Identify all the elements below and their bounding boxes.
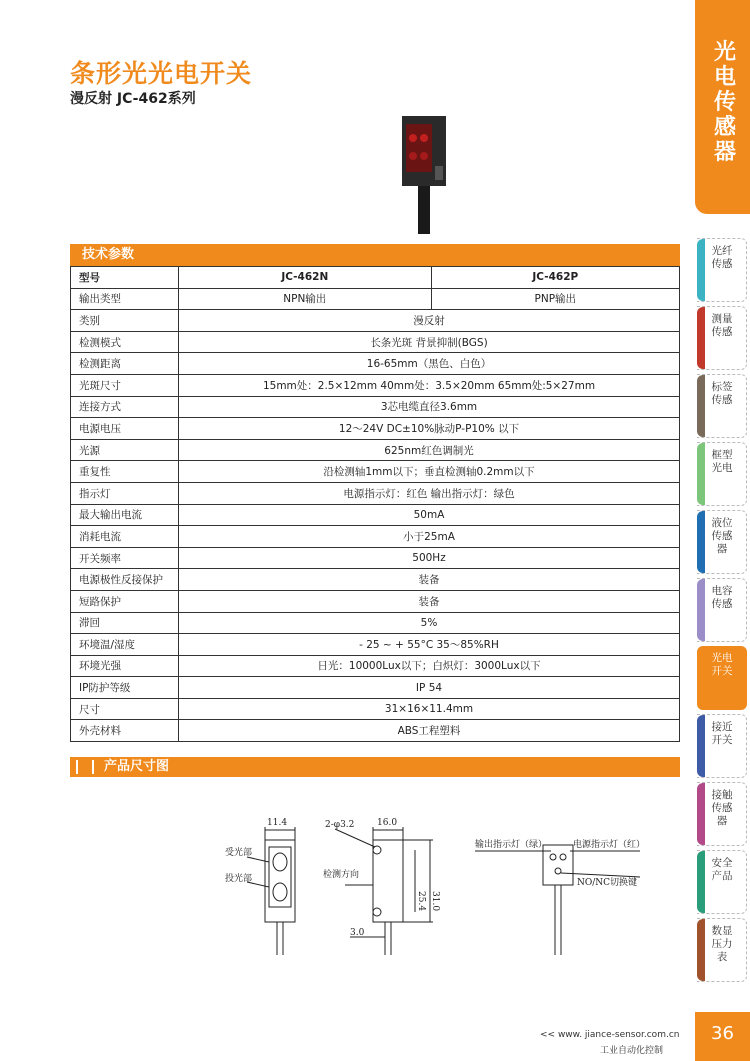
spec-label: 光源: [71, 439, 179, 461]
spec-label: 类别: [71, 310, 179, 332]
spec-value: 漫反射: [179, 310, 680, 332]
dim-3-label: 3.0: [350, 928, 365, 938]
tab-color-stripe: [697, 375, 705, 437]
category-tab[interactable]: [697, 646, 747, 710]
receiver-label: 受光部: [225, 848, 253, 858]
spec-label: 输出类型: [71, 288, 179, 310]
category-tab-label: 电容传感: [711, 585, 733, 610]
table-row: [71, 569, 680, 591]
hole-label: 2-φ3.2: [325, 820, 355, 830]
tab-color-stripe: [697, 307, 705, 369]
category-tab[interactable]: [697, 306, 747, 370]
dimension-section-title: [70, 757, 680, 777]
spec-label: 最大输出电流: [71, 504, 179, 526]
switch-label: NO/NC切换键: [577, 878, 638, 888]
model-p: JC-462P: [431, 267, 679, 289]
spec-value: 15mm处：2.5×12mm 40mm处：3.5×20mm 65mm处:5×27mm: [179, 374, 680, 396]
page-number: 36: [695, 1012, 750, 1061]
spec-label: 环境温/湿度: [71, 634, 179, 656]
page-title: 条形光光电开关: [70, 59, 253, 88]
model-n: JC-462N: [179, 267, 432, 289]
category-tab[interactable]: [697, 238, 747, 302]
spec-value: 电源指示灯：红色 输出指示灯：绿色: [179, 482, 680, 504]
spec-value: 装备: [179, 569, 680, 591]
category-tab[interactable]: [697, 578, 747, 642]
spec-label: 指示灯: [71, 482, 179, 504]
category-title: 光电传感器: [713, 40, 736, 165]
table-row: [71, 331, 680, 353]
table-row: [71, 461, 680, 483]
dim-25-label: 25.4: [416, 891, 426, 912]
page-subtitle: 漫反射 JC-462系列: [70, 91, 196, 107]
spec-label: 电源电压: [71, 418, 179, 440]
spec-label: 检测模式: [71, 331, 179, 353]
spec-label: 重复性: [71, 461, 179, 483]
spec-label: 光斑尺寸: [71, 374, 179, 396]
tab-color-stripe: [697, 443, 705, 505]
spec-value: 50mA: [179, 504, 680, 526]
dim-depth-label: 16.0: [377, 818, 398, 828]
table-row: [71, 720, 680, 742]
power-led-label: 电源指示灯（红）: [573, 840, 646, 850]
table-row: [71, 547, 680, 569]
spec-value: 装备: [179, 590, 680, 612]
table-row: [71, 612, 680, 634]
table-row: [71, 353, 680, 375]
output-p: PNP输出: [431, 288, 679, 310]
detect-direction-label: 检测方向: [323, 870, 360, 880]
spec-label: 短路保护: [71, 590, 179, 612]
category-tab[interactable]: [697, 782, 747, 846]
spec-value: IP 54: [179, 677, 680, 699]
table-row: [71, 418, 680, 440]
spec-label: 检测距离: [71, 353, 179, 375]
spec-label: 连接方式: [71, 396, 179, 418]
table-row: [71, 310, 680, 332]
spec-value: 3芯电缆直径3.6mm: [179, 396, 680, 418]
spec-value: 日光：10000Lux以下；白炽灯：3000Lux以下: [179, 655, 680, 677]
table-row: [71, 288, 680, 310]
category-tab-label: 液位传感器: [711, 517, 733, 555]
dim-31-label: 31.0: [430, 891, 440, 912]
spec-value: 16-65mm（黑色、白色）: [179, 353, 680, 375]
category-tab-label: 数显压力表: [711, 925, 733, 963]
spec-value: 沿检测轴1mm以下；垂直检测轴0.2mm以下: [179, 461, 680, 483]
table-row: [71, 590, 680, 612]
category-tab-label: 接近开关: [711, 721, 733, 746]
footer-subtitle: 工业自动化控制: [600, 1046, 664, 1056]
category-tab-label: 接触传感器: [711, 789, 733, 827]
spec-label: IP防护等级: [71, 677, 179, 699]
category-tab-label: 安全产品: [711, 857, 733, 882]
bar-mark-icon: [76, 760, 94, 774]
category-tab-label: 标签传感: [711, 381, 733, 406]
category-tab[interactable]: [697, 442, 747, 506]
spec-label: 开关频率: [71, 547, 179, 569]
category-tab[interactable]: [697, 918, 747, 982]
table-row: [71, 634, 680, 656]
spec-value: 长条光斑 背景抑制(BGS): [179, 331, 680, 353]
table-row: [71, 677, 680, 699]
tab-color-stripe: [697, 851, 705, 913]
spec-label: 尺寸: [71, 698, 179, 720]
spec-table: [70, 266, 680, 742]
spec-value: 5%: [179, 612, 680, 634]
category-tab[interactable]: [697, 714, 747, 778]
table-row: [71, 396, 680, 418]
output-n: NPN输出: [179, 288, 432, 310]
product-image: [400, 116, 450, 234]
dim-width-label: 11.4: [267, 818, 288, 828]
category-tab[interactable]: [697, 374, 747, 438]
table-row: [71, 267, 680, 289]
category-tab-label: 光电开关: [711, 652, 733, 677]
table-row: [71, 482, 680, 504]
dimension-title-text: 产品尺寸图: [104, 759, 170, 774]
emitter-label: 投光部: [225, 874, 253, 884]
tab-color-stripe: [697, 715, 705, 777]
spec-label: 消耗电流: [71, 526, 179, 548]
spec-label: 滞回: [71, 612, 179, 634]
tab-color-stripe: [697, 579, 705, 641]
table-row: [71, 698, 680, 720]
spec-value: ABS工程塑料: [179, 720, 680, 742]
dimension-drawing: [225, 815, 655, 965]
spec-label: 环境光强: [71, 655, 179, 677]
tab-color-stripe: [697, 239, 705, 301]
footer-url: << www. jiance-sensor.com.cn: [540, 1030, 680, 1040]
table-row: [71, 504, 680, 526]
spec-label: 电源极性反接保护: [71, 569, 179, 591]
category-tab-label: 测量传感: [711, 313, 733, 338]
category-tab[interactable]: [697, 850, 747, 914]
table-row: [71, 439, 680, 461]
category-tab[interactable]: [697, 510, 747, 574]
spec-value: 31×16×11.4mm: [179, 698, 680, 720]
spec-value: - 25 ~ + 55°C 35～85%RH: [179, 634, 680, 656]
tab-color-stripe: [697, 919, 705, 981]
category-tab-label: 光纤传感: [711, 245, 733, 270]
spec-section-title: 技术参数: [70, 244, 680, 266]
table-row: [71, 655, 680, 677]
table-row: [71, 526, 680, 548]
spec-value: 小于25mA: [179, 526, 680, 548]
spec-label: 外壳材料: [71, 720, 179, 742]
output-led-label: 输出指示灯（绿）: [475, 840, 548, 850]
table-row: [71, 374, 680, 396]
category-tab-label: 框型光电: [711, 449, 733, 474]
spec-value: 12～24V DC±10%脉动P-P10% 以下: [179, 418, 680, 440]
spec-label: 型号: [71, 267, 179, 289]
spec-value: 625nm红色调制光: [179, 439, 680, 461]
tab-color-stripe: [697, 783, 705, 845]
spec-value: 500Hz: [179, 547, 680, 569]
tab-color-stripe: [697, 511, 705, 573]
